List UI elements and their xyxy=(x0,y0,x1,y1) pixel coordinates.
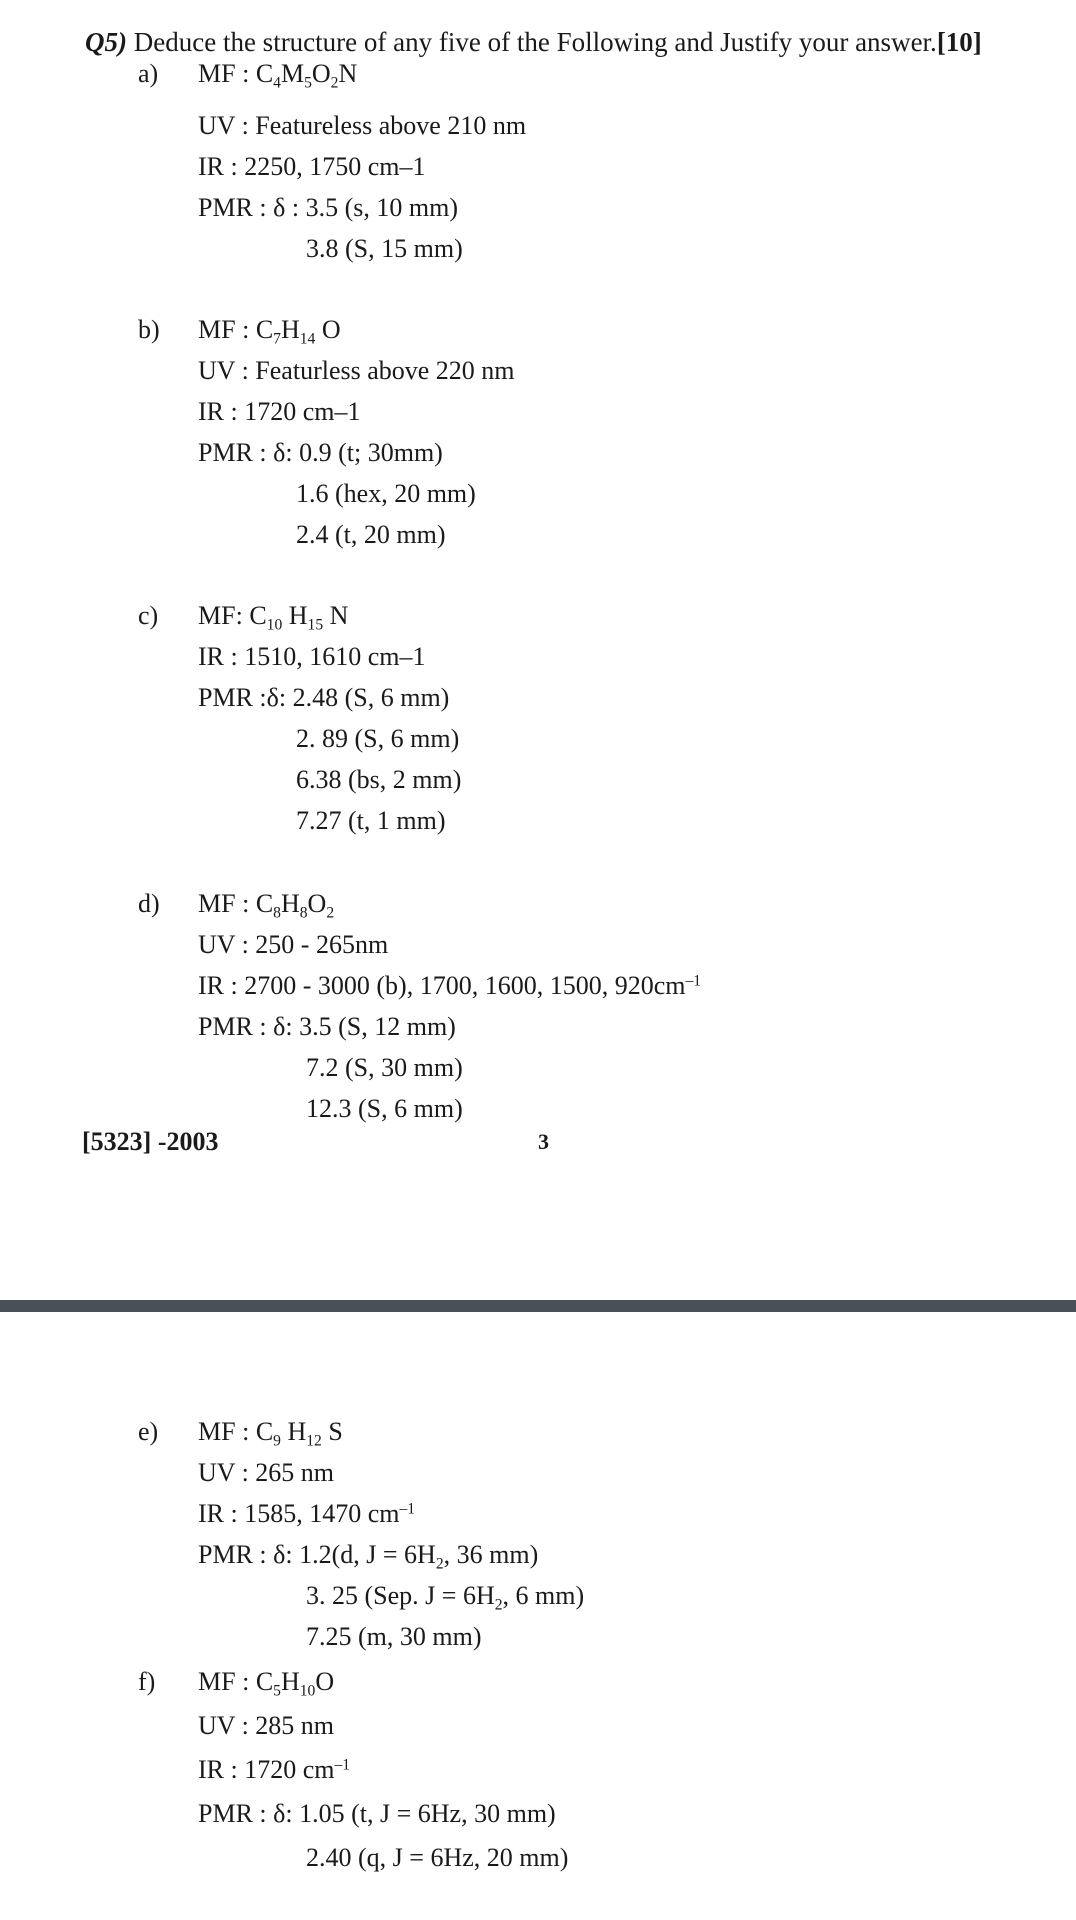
part-b-ir: IR : 1720 cm–1 xyxy=(198,397,361,426)
part-b-mf xyxy=(198,314,341,346)
pmr-text: 3. 25 (Sep. J = 6H xyxy=(306,1581,495,1610)
part-d-uv: UV : 250 - 265nm xyxy=(198,930,389,959)
mf-prefix: MF : xyxy=(198,889,256,918)
part-d-pmr-line-3: 12.3 (S, 6 mm) xyxy=(306,1094,463,1123)
pmr-text-end: , 36 mm) xyxy=(443,1540,539,1569)
part-c-ir: IR : 1510, 1610 cm–1 xyxy=(198,642,426,671)
molecular-formula xyxy=(255,315,341,348)
part-a-label: a) xyxy=(138,59,159,88)
element-count: 2 xyxy=(326,904,335,922)
question-heading xyxy=(85,26,982,58)
pmr-text: PMR : δ: 1.2(d, J = 6H xyxy=(198,1540,436,1569)
element-symbol: C xyxy=(255,889,274,918)
question-number: Q5) xyxy=(85,27,127,57)
element-count: 4 xyxy=(273,74,281,92)
ir-superscript: –1 xyxy=(685,972,702,990)
part-b-label: b) xyxy=(138,315,160,344)
part-e-ir xyxy=(198,1498,415,1530)
page-lower xyxy=(0,1312,1076,1920)
element-symbol: H xyxy=(280,889,300,918)
ir-superscript: –1 xyxy=(399,1500,416,1518)
part-a-pmr: PMR : δ : 3.5 (s, 10 mm) xyxy=(198,193,458,222)
part-e-pmr xyxy=(198,1539,538,1571)
page-divider xyxy=(0,1300,1076,1312)
element-symbol: H xyxy=(282,601,308,630)
ir-text: IR : 1720 cm xyxy=(198,1755,335,1784)
element-symbol: O xyxy=(311,59,331,88)
part-d-pmr-line-2: 7.2 (S, 30 mm) xyxy=(306,1053,463,1082)
element-count: 5 xyxy=(304,74,312,92)
element-count: 9 xyxy=(273,1432,281,1450)
part-c-pmr: PMR :δ: 2.48 (S, 6 mm) xyxy=(198,683,450,712)
ir-text: IR : 2700 - 3000 (b), 1700, 1600, 1500, 920cm xyxy=(198,971,686,1000)
part-d-mf xyxy=(198,888,334,920)
element-count: 15 xyxy=(307,616,324,634)
element-symbol: C xyxy=(255,315,274,344)
element-count: 10 xyxy=(266,616,283,634)
element-count: 12 xyxy=(306,1432,322,1450)
molecular-formula xyxy=(255,1667,335,1700)
part-f-ir xyxy=(198,1754,350,1786)
part-e-pmr-line-3: 7.25 (m, 30 mm) xyxy=(306,1622,482,1651)
paper-code: [5323] -2003 xyxy=(82,1127,219,1156)
part-d-ir xyxy=(198,970,701,1002)
element-symbol: H xyxy=(280,1667,300,1696)
element-count: 2 xyxy=(330,74,339,92)
element-symbol: S xyxy=(321,1417,343,1446)
part-a-ir: IR : 2250, 1750 cm–1 xyxy=(198,152,426,181)
part-a-pmr-line-2: 3.8 (S, 15 mm) xyxy=(306,234,463,263)
mf-prefix: MF : xyxy=(198,315,256,344)
part-e-mf xyxy=(198,1416,343,1448)
part-a-mf xyxy=(198,58,357,90)
element-symbol: H xyxy=(280,315,300,344)
pmr-subscript: 2 xyxy=(435,1555,444,1573)
element-symbol: C xyxy=(255,59,274,88)
molecular-formula xyxy=(255,1417,343,1450)
element-symbol: H xyxy=(280,1417,307,1446)
element-symbol: O xyxy=(315,1667,335,1696)
part-d-pmr: PMR : δ: 3.5 (S, 12 mm) xyxy=(198,1012,456,1041)
part-f-uv: UV : 285 nm xyxy=(198,1711,335,1740)
part-c-pmr-line-3: 6.38 (bs, 2 mm) xyxy=(296,765,462,794)
part-e-uv: UV : 265 nm xyxy=(198,1458,335,1487)
mf-prefix: MF : xyxy=(198,1417,256,1446)
element-symbol: M xyxy=(280,59,305,88)
element-symbol: N xyxy=(338,59,358,88)
part-f-label: f) xyxy=(138,1667,156,1696)
part-c-mf xyxy=(198,600,348,632)
element-symbol: N xyxy=(323,601,349,630)
molecular-formula xyxy=(249,601,349,634)
element-symbol: C xyxy=(255,1667,274,1696)
question-marks: [10] xyxy=(936,27,982,57)
element-count: 7 xyxy=(273,330,281,348)
element-count: 8 xyxy=(299,904,308,922)
part-b-pmr: PMR : δ: 0.9 (t; 30mm) xyxy=(198,438,443,467)
pmr-subscript: 2 xyxy=(494,1596,503,1614)
ir-text: IR : 1585, 1470 cm xyxy=(198,1499,400,1528)
element-count: 8 xyxy=(273,904,281,922)
element-symbol: O xyxy=(307,889,327,918)
question-text: Deduce the structure of any five of the Following and Justify your answer. xyxy=(133,27,937,57)
element-symbol: C xyxy=(249,601,267,630)
part-b-pmr-line-2: 1.6 (hex, 20 mm) xyxy=(296,479,476,508)
part-e-pmr-line-2 xyxy=(306,1580,584,1612)
ir-superscript: –1 xyxy=(334,1756,351,1774)
part-a-uv: UV : Featureless above 210 nm xyxy=(198,111,527,140)
part-f-pmr-line-2: 2.40 (q, J = 6Hz, 20 mm) xyxy=(306,1843,569,1872)
part-d-label: d) xyxy=(138,889,160,918)
pmr-text-end: , 6 mm) xyxy=(502,1581,585,1610)
element-symbol: C xyxy=(255,1417,274,1446)
page-number: 3 xyxy=(538,1129,549,1154)
part-f-pmr: PMR : δ: 1.05 (t, J = 6Hz, 30 mm) xyxy=(198,1799,556,1828)
part-b-uv: UV : Featurless above 220 nm xyxy=(198,356,515,385)
part-b-pmr-line-3: 2.4 (t, 20 mm) xyxy=(296,520,446,549)
part-e-label: e) xyxy=(138,1417,159,1446)
part-c-label: c) xyxy=(138,601,159,630)
element-symbol: O xyxy=(315,315,341,344)
molecular-formula xyxy=(255,889,335,922)
part-c-pmr-line-2: 2. 89 (S, 6 mm) xyxy=(296,724,460,753)
part-c-pmr-line-4: 7.27 (t, 1 mm) xyxy=(296,806,446,835)
molecular-formula xyxy=(255,59,358,92)
mf-prefix: MF : xyxy=(198,59,256,88)
element-count: 5 xyxy=(273,1682,281,1700)
part-f-mf xyxy=(198,1666,334,1698)
mf-prefix: MF : xyxy=(198,1667,256,1696)
element-count: 14 xyxy=(299,330,316,348)
element-count: 10 xyxy=(299,1682,316,1700)
mf-prefix: MF: xyxy=(198,601,250,630)
